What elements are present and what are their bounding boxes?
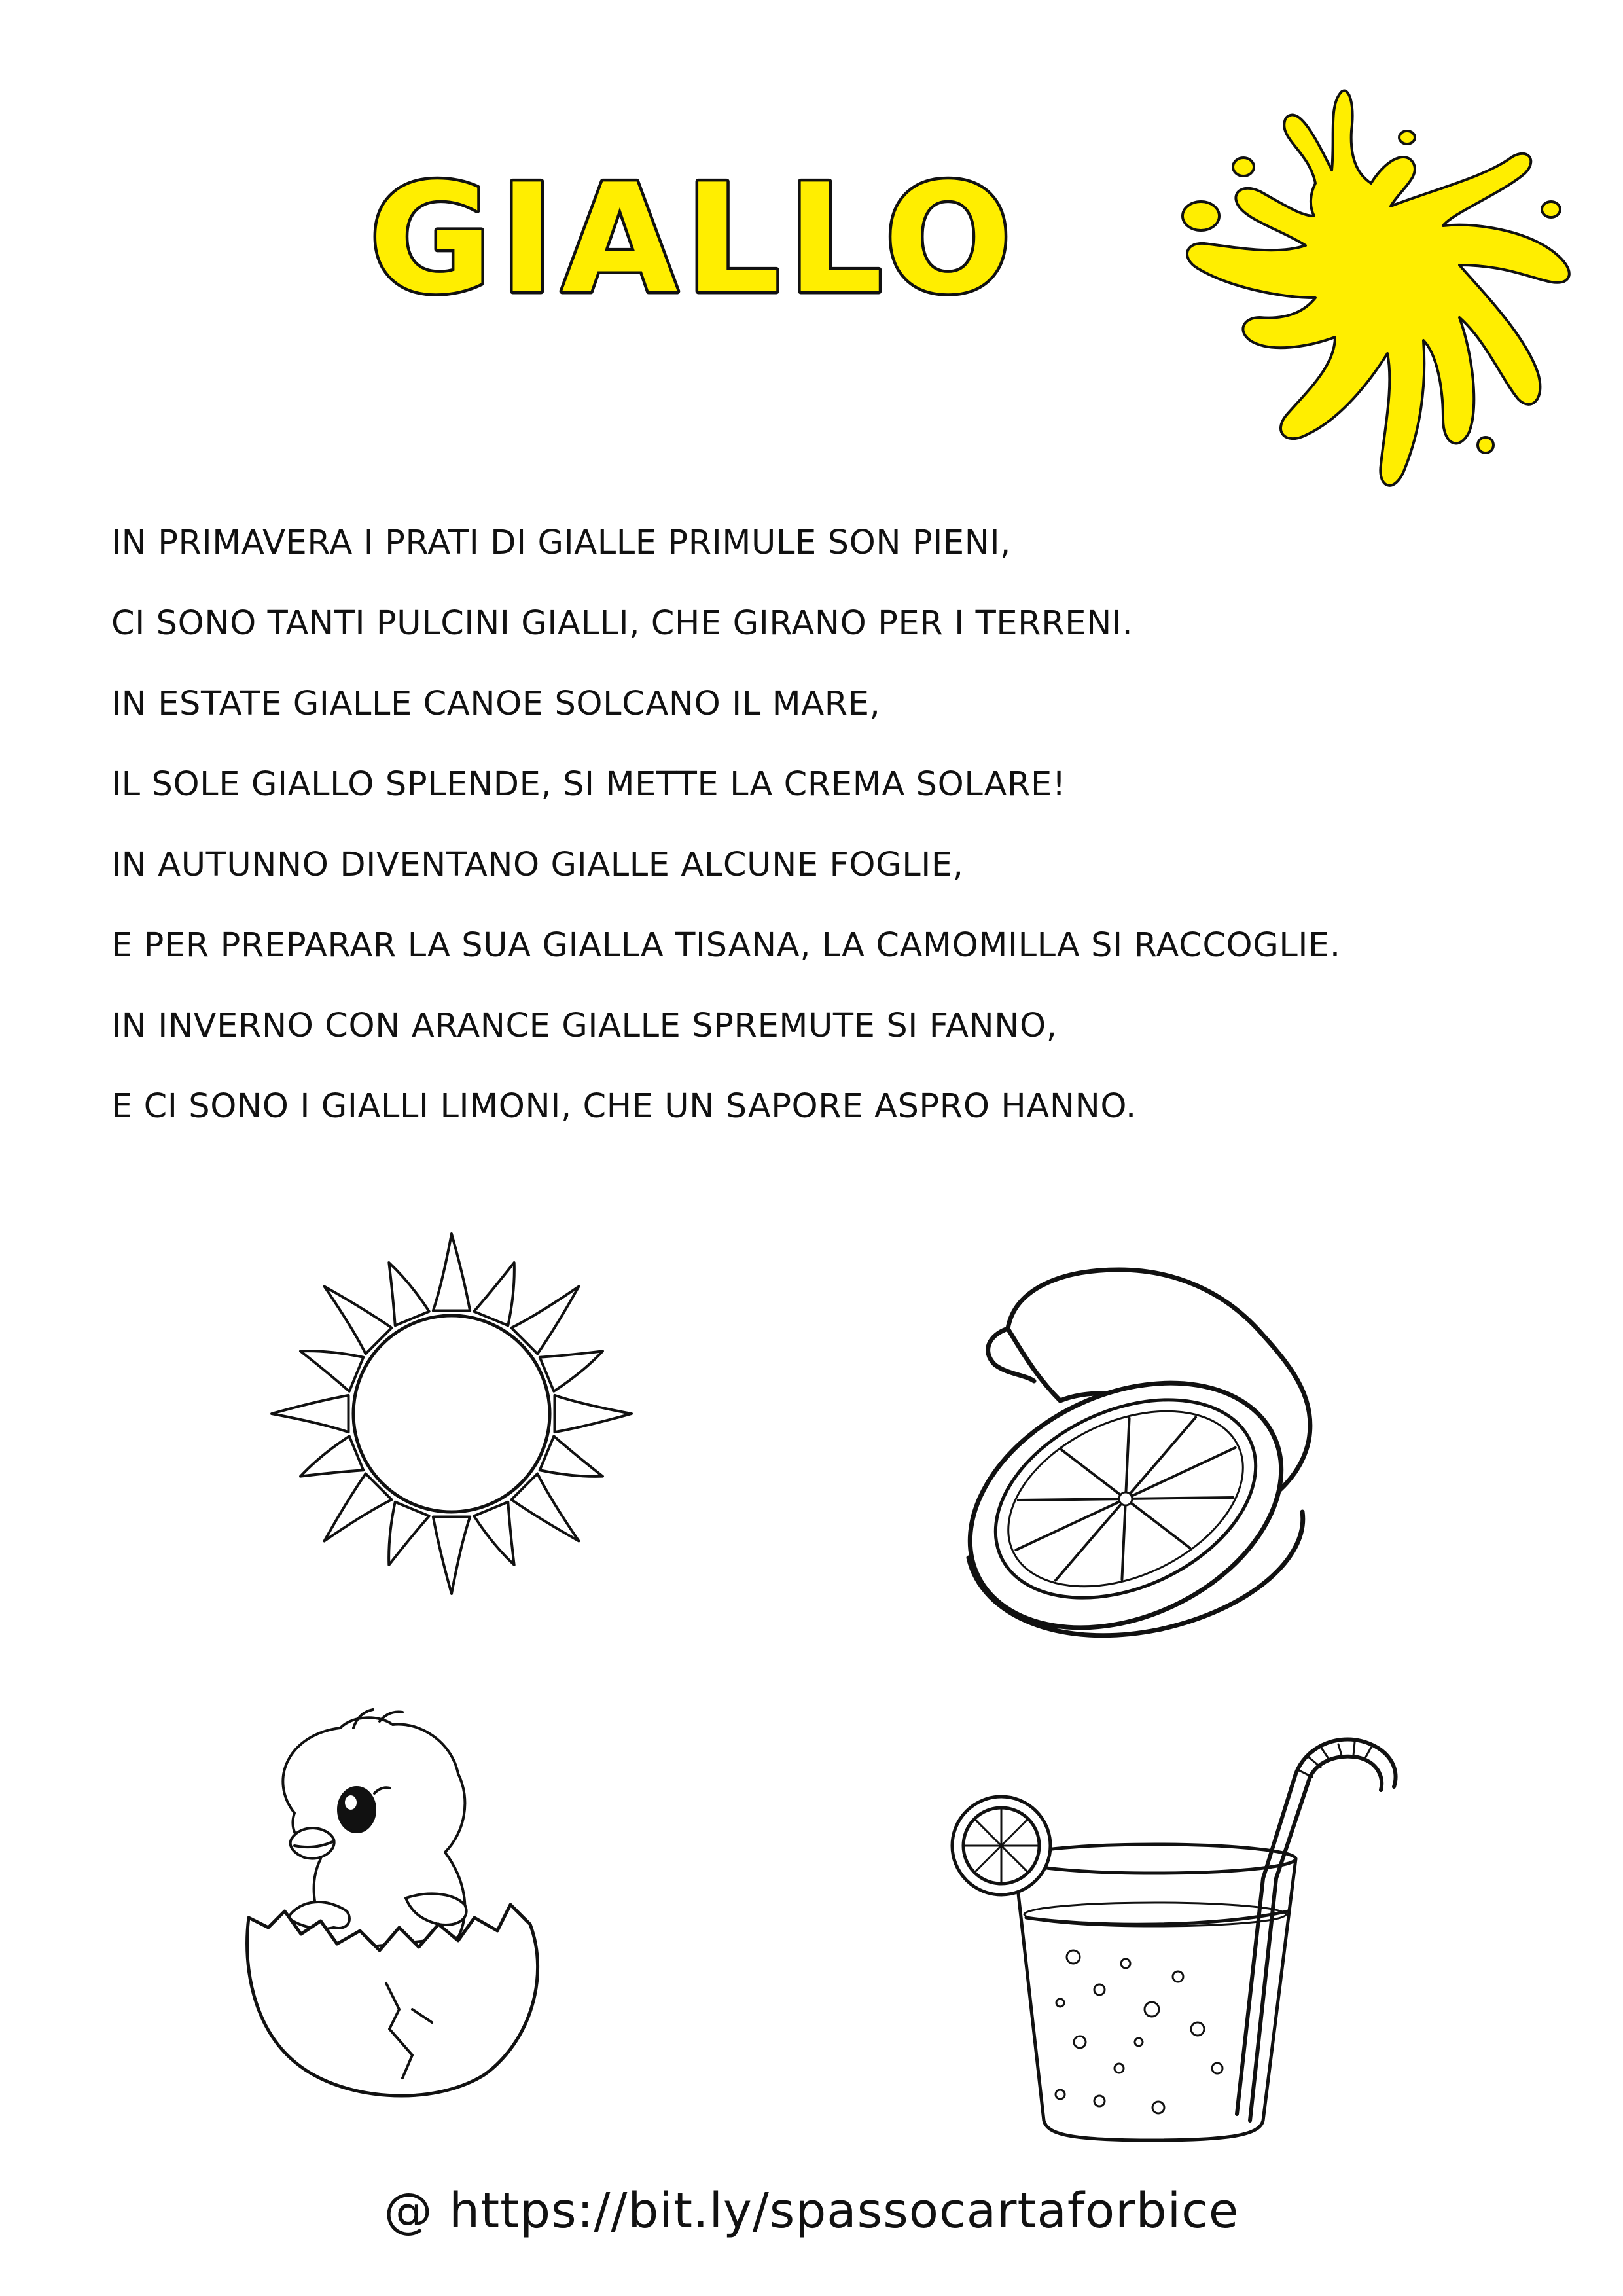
sun-ray	[540, 1436, 603, 1477]
sun-ray	[433, 1234, 470, 1310]
sun-ray	[300, 1351, 363, 1391]
sun-ray	[272, 1395, 348, 1432]
page-title	[366, 151, 1021, 347]
title-graphic	[366, 151, 1021, 347]
poem-line: IN ESTATE GIALLE CANOE SOLCANO IL MARE,	[111, 685, 881, 723]
sun-ray	[474, 1502, 514, 1565]
sun-icon	[268, 1230, 635, 1597]
yellow-splash-icon	[1145, 79, 1590, 497]
sun-ray	[433, 1517, 470, 1594]
lemon-segment	[1018, 1499, 1126, 1500]
poem	[111, 524, 1584, 1168]
chick-icon	[223, 1702, 589, 2108]
title-text: GIALLO	[368, 152, 1019, 327]
sun-ray	[474, 1263, 514, 1325]
footer-link[interactable]: @ https://bit.ly/spassocartaforbice	[383, 2183, 1240, 2239]
poem-line: IN PRIMAVERA I PRATI DI GIALLE PRIMULE SON PIENI,	[111, 524, 1011, 562]
poem-line: E PER PREPARAR LA SUA GIALLA TISANA, LA CAMOMILLA SI RACCOGLIE.	[111, 926, 1341, 965]
lemonade-icon	[929, 1715, 1400, 2147]
sun-ray	[540, 1351, 603, 1391]
lemon-icon	[910, 1250, 1355, 1643]
sun-ray	[389, 1263, 429, 1325]
poem-line: IN AUTUNNO DIVENTANO GIALLE ALCUNE FOGLIE,	[111, 846, 964, 884]
lemon-segment	[1126, 1498, 1233, 1499]
sun-ray	[555, 1395, 632, 1432]
sun-ray	[300, 1436, 363, 1476]
poem-line: IL SOLE GIALLO SPLENDE, SI METTE LA CREMA SOLARE!	[111, 765, 1066, 804]
poem-line: IN INVERNO CON ARANCE GIALLE SPREMUTE SI FANNO,	[111, 1007, 1058, 1045]
poem-line: CI SONO TANTI PULCINI GIALLI, CHE GIRANO PER I TERRENI.	[111, 604, 1133, 643]
sun-ray	[389, 1502, 429, 1565]
poem-line: E CI SONO I GIALLI LIMONI, CHE UN SAPORE ASPRO HANNO.	[111, 1087, 1137, 1126]
